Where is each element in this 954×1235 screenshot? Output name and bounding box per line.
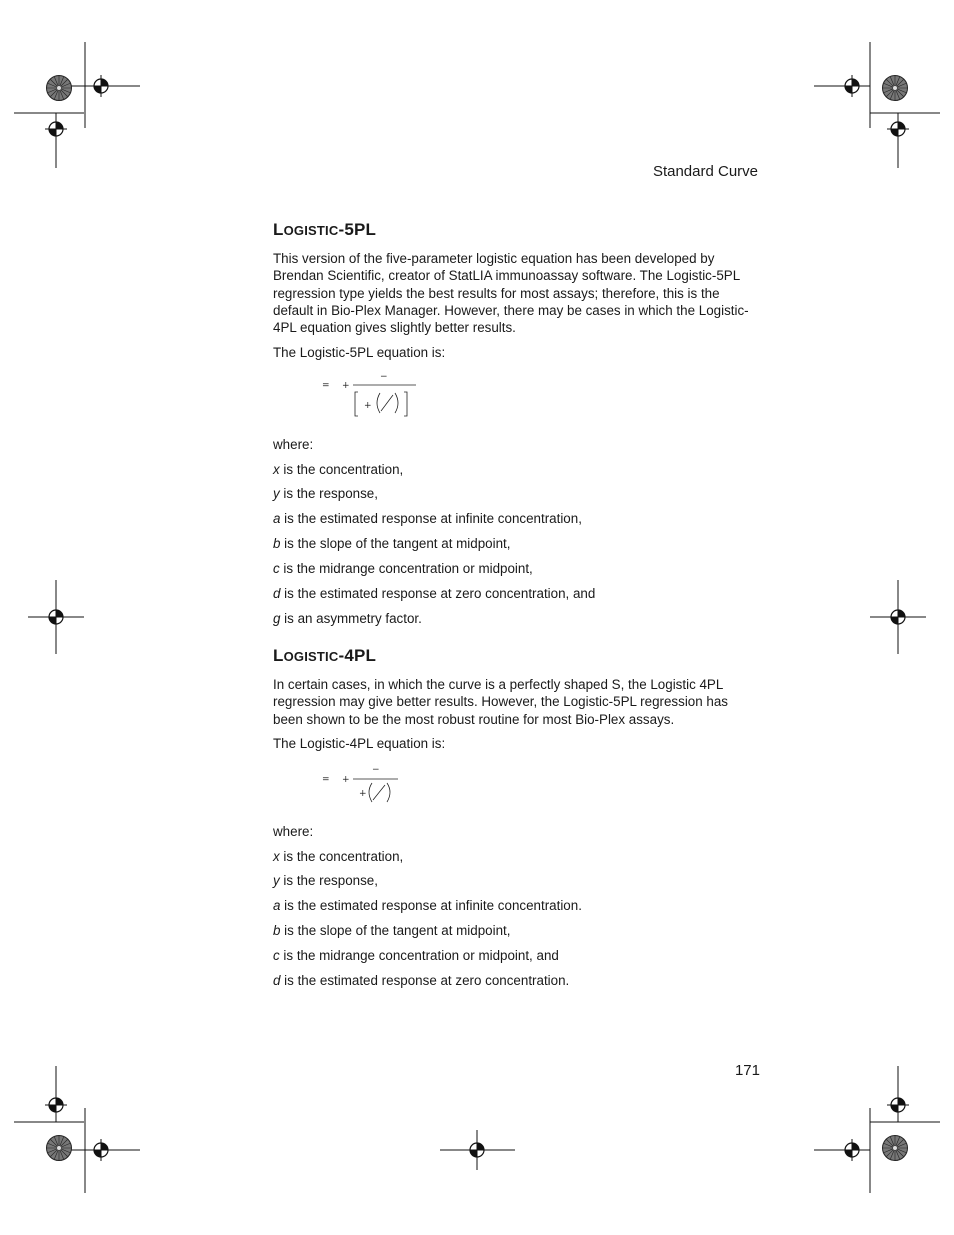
variable-text: is the estimated response at zero concentration, and — [280, 586, 596, 601]
variable-symbol: a — [273, 511, 281, 526]
where-label-4pl: where: — [273, 824, 314, 839]
variable-definition — [273, 585, 595, 602]
eq-minus: − — [380, 372, 388, 382]
variable-symbol: b — [273, 536, 281, 551]
eq-right-paren — [395, 393, 398, 413]
logistic-4pl-equation — [318, 760, 418, 808]
variable-symbol: d — [273, 586, 281, 601]
variable-text: is the response, — [279, 873, 378, 888]
heading-cap: L — [273, 646, 284, 665]
variable-symbol: c — [273, 948, 280, 963]
eq-left-paren — [377, 393, 380, 413]
heading-cap: L — [273, 220, 284, 239]
variable-text: is the slope of the tangent at midpoint, — [280, 923, 511, 938]
variable-definition — [273, 872, 378, 889]
logistic-5pl-description: This version of the five-parameter logistic equation has been developed by Brendan Scientific, creator of StatLIA immunoassay software. The Logistic-5PL regression type yields the best results for most assays; therefore, this is the default in Bio-Plex Manager. However, there may be cases in which the Logistic-4PL equation gives slightly better results. — [273, 251, 749, 336]
variable-definition — [273, 485, 378, 502]
variable-symbol: b — [273, 923, 281, 938]
eq-right-bracket — [404, 392, 407, 416]
heading-smallcaps: OGISTIC — [283, 223, 339, 238]
variable-text: is an asymmetry factor. — [280, 611, 422, 626]
eq-equals: = — [322, 775, 330, 785]
eq-inner-plus: + — [364, 401, 372, 411]
equation-intro-4pl: The Logistic-4PL equation is: — [273, 736, 446, 751]
eq-plus: + — [342, 775, 350, 785]
variable-text: is the slope of the tangent at midpoint, — [280, 536, 511, 551]
variable-definition — [273, 510, 582, 527]
variable-definition — [273, 897, 582, 914]
eq-minus: − — [372, 765, 380, 775]
variable-definition — [273, 535, 510, 552]
heading-smallcaps: OGISTIC — [283, 649, 339, 664]
variable-symbol: g — [273, 611, 281, 626]
eq-plus: + — [342, 381, 350, 391]
eq-left-paren — [369, 783, 372, 802]
variable-text: is the estimated response at infinite concentration, — [280, 511, 582, 526]
variable-text: is the midrange concentration or midpoint, — [279, 561, 533, 576]
running-header: Standard Curve — [652, 163, 758, 180]
variable-text: is the estimated response at zero concentration. — [280, 973, 570, 988]
logistic-5pl-equation — [318, 366, 428, 420]
variable-definition — [273, 947, 559, 964]
variable-symbol: x — [273, 849, 280, 864]
eq-division-slash — [381, 395, 393, 411]
section-heading-logistic-5pl — [273, 220, 376, 240]
heading-suffix: -5PL — [338, 220, 377, 239]
eq-left-bracket — [355, 392, 358, 416]
variable-definition — [273, 972, 569, 989]
variable-definition — [273, 848, 403, 865]
variable-symbol: y — [273, 486, 280, 501]
variable-definition — [273, 610, 422, 627]
variable-symbol: y — [273, 873, 280, 888]
variable-text: is the response, — [279, 486, 378, 501]
heading-suffix: -4PL — [338, 646, 377, 665]
eq-division-slash — [373, 785, 385, 800]
variable-symbol: d — [273, 973, 281, 988]
logistic-4pl-description: In certain cases, in which the curve is a perfectly shaped S, the Logistic 4PL regression may give better results. However, the Logistic-5PL regression has been shown to be the most robust routine for most Bio-Plex assays. — [273, 677, 728, 727]
where-label-5pl: where: — [273, 437, 314, 452]
page-number: 171 — [734, 1062, 760, 1079]
equation-intro-5pl: The Logistic-5PL equation is: — [273, 345, 446, 360]
variable-symbol: a — [273, 898, 281, 913]
variable-text: is the midrange concentration or midpoint, and — [279, 948, 559, 963]
variable-definition — [273, 922, 510, 939]
variable-text: is the concentration, — [279, 462, 404, 477]
eq-inner-plus: + — [359, 789, 367, 799]
variable-text: is the estimated response at infinite concentration. — [280, 898, 582, 913]
variable-definition — [273, 461, 403, 478]
eq-right-paren — [387, 783, 390, 802]
variable-definition — [273, 560, 533, 577]
variable-symbol: c — [273, 561, 280, 576]
variable-symbol: x — [273, 462, 280, 477]
variable-text: is the concentration, — [279, 849, 404, 864]
section-heading-logistic-4pl — [273, 646, 376, 666]
eq-equals: = — [322, 381, 330, 391]
